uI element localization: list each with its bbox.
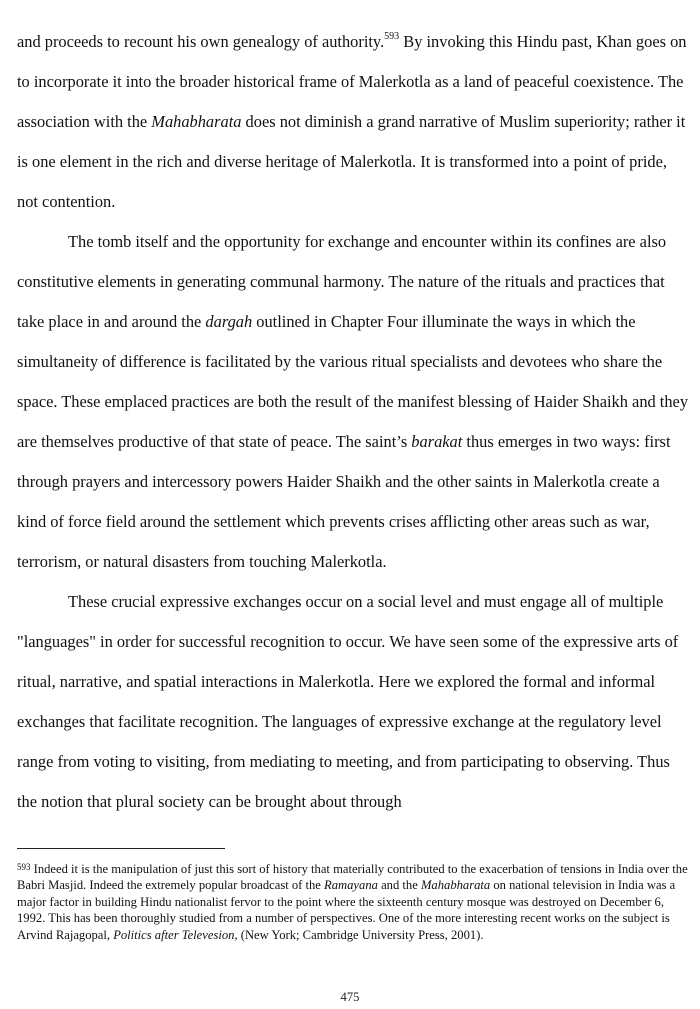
italic-text: barakat xyxy=(411,432,463,451)
footnote-separator xyxy=(17,848,225,849)
footnote-number: 593 xyxy=(17,862,31,872)
paragraph-2 xyxy=(17,222,690,582)
text-run: on national television in India was a major factor in building Hindu nationalist fervor to the point where the sixteenth century mosque was destroyed on December 6, 1992. This has been thoroughly studied from a number of perspectives. One of the more interesting recent works on the subject is Arvind Rajagopal, xyxy=(17,878,676,942)
text-run: and proceeds to recount his own genealogy of authority. xyxy=(17,32,385,51)
text-run: These crucial expressive exchanges occur on a social level and must engage all of multiple "languages" in order for successful recognition to occur. We have seen some of the expressive arts of ritual, narrative, and spatial interactions in Malerkotla. Here we explored the formal and informal exchanges that facilitate recognition. The languages of expressive exchange at the regulatory level range from voting to visiting, from mediating to meeting, and from participating to observing. Thus the notion that plural society can be brought about through xyxy=(17,592,679,811)
italic-text: dargah xyxy=(205,312,253,331)
text-run: The tomb itself and the opportunity for exchange and encounter within its confines are also constitutive elements in generating communal harmony. The nature of the rituals and practices that take place in and around the xyxy=(17,232,667,331)
italic-text: Mahabharata xyxy=(151,112,242,131)
paragraph-3 xyxy=(17,582,690,822)
text-run: does not diminish a grand narrative of Muslim superiority; rather it is one element in the rich and diverse heritage of Malerkotla. It is transformed into a point of pride, not contention. xyxy=(17,112,686,211)
text-run: , (New York; Cambridge University Press, 2001). xyxy=(234,927,484,942)
page-number: 475 xyxy=(340,990,360,1004)
footnote-reference: 593 xyxy=(384,31,400,42)
italic-text: Politics after Televesion xyxy=(113,927,235,942)
text-run: thus emerges in two ways: first through prayers and intercessory powers Haider Shaikh and the other saints in Malerkotla create a kind of force field around the settlement which prevents crises afflicting other areas such as war, terrorism, or natural disasters from touching Malerkotla. xyxy=(17,432,671,571)
italic-text: Ramayana xyxy=(324,878,378,893)
text-run: By invoking this Hindu past, Khan goes on to incorporate it into the broader historical frame of Malerkotla as a land of peaceful coexistence. The association with the xyxy=(17,32,687,131)
italic-text: Mahabharata xyxy=(420,878,491,893)
footnote xyxy=(17,859,688,943)
text-run: Indeed it is the manipulation of just this sort of history that materially contributed to the exacerbation of tensions in India over the Babri Masjid. Indeed the extremely popular broadcast of the xyxy=(17,862,688,893)
body-text xyxy=(17,22,690,822)
text-run: outlined in Chapter Four illuminate the ways in which the simultaneity of difference is facilitated by the various ritual specialists and devotees who share the space. These emplaced practices are both the result of the manifest blessing of Haider Shaikh and they are themselves productive of that state of peace. The saint’s xyxy=(17,312,689,451)
paragraph-1 xyxy=(17,22,690,222)
text-run: and the xyxy=(377,878,421,893)
